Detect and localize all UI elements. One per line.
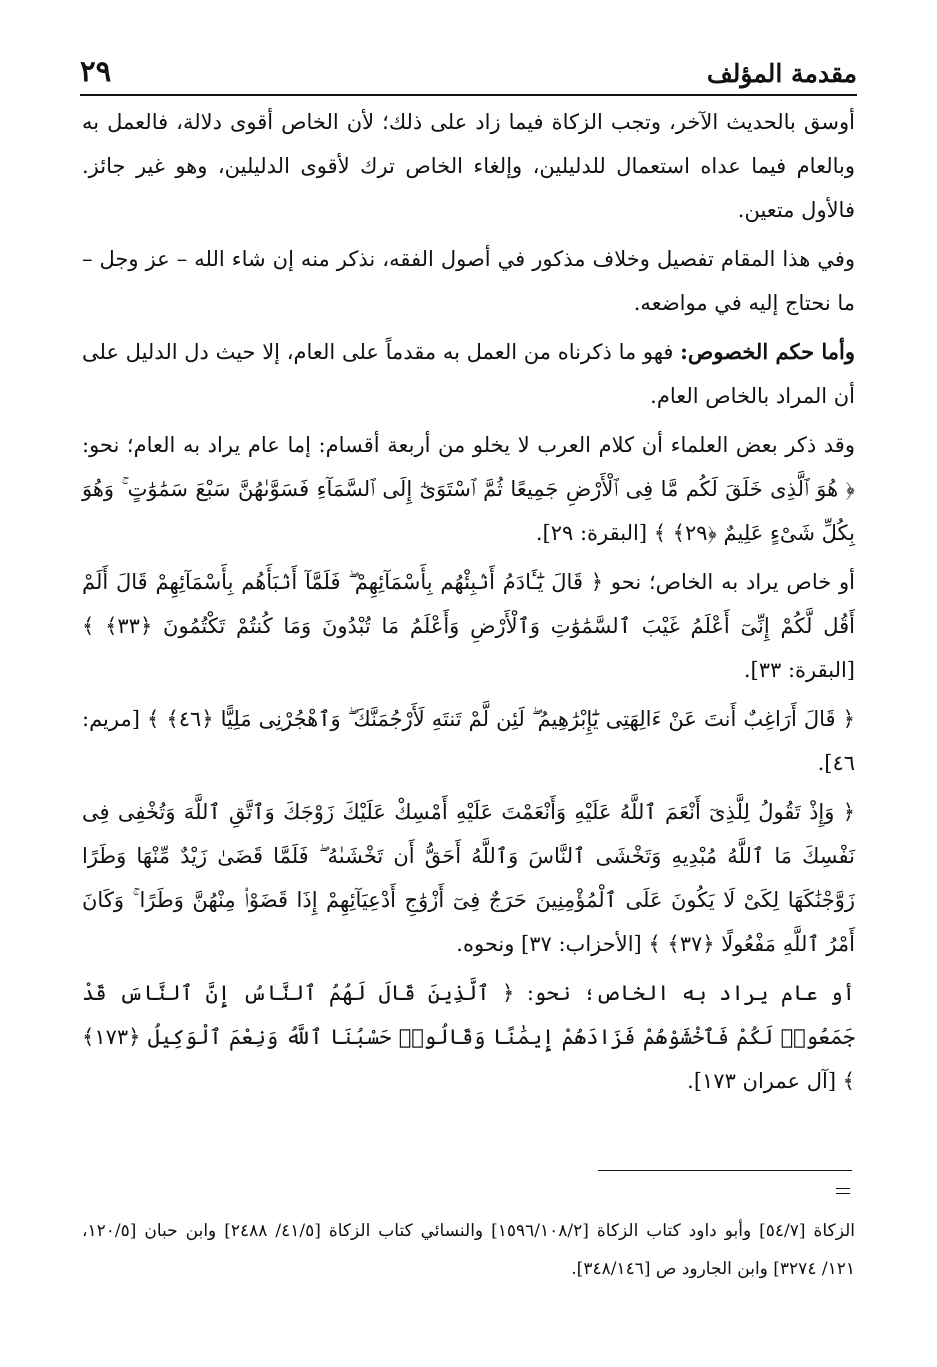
page-header [80,38,857,88]
footnote-rule [598,1170,852,1171]
paragraph-1: أوسق بالحديث الآخر، وتجب الزكاة فيما زاد على ذلك؛ لأن الخاص أقوى دلالة، فالعمل به وبالعام فيما عداه استعمال للدليلين، وإلغاء الخاص ترك لأقوى الدليلين، وهو غير جائز. فالأول متعين. [82,110,855,222]
paragraph-4-quran: وقد ذكر بعض العلماء أن كلام العرب لا يخلو من أربعة أقسام: إما عام يراد به العام؛ نحو: ﴿ هُوَ ٱلَّذِى خَلَقَ لَكُم مَّا فِى ٱلْأَرْضِ جَمِيعًا ثُمَّ ٱسْتَوَىٰٓ إِلَى ٱلسَّمَآءِ فَسَوَّىٰهُنَّ سَبْعَ سَمَٰوَٰتٍ ۚ وَهُوَ بِكُلِّ شَىْءٍ عَلِيمٌ ﴿٢٩﴾ ﴾ [البقرة: ٢٩]. [82,433,855,545]
paragraph-3 [82,330,855,418]
paragraph-5-quran: أو خاص يراد به الخاص؛ نحو ﴿ قَالَ يَٰٓـَٔادَمُ أَنۢبِئْهُم بِأَسْمَآئِهِمْ ۖ فَلَمَّآ أَنۢبَأَهُم بِأَسْمَآئِهِمْ قَالَ أَلَمْ أَقُل لَّكُمْ إِنِّىٓ أَعْلَمُ غَيْبَ ٱلسَّمَٰوَٰتِ وَٱلْأَرْضِ وَأَعْلَمُ مَا تُبْدُونَ وَمَا كُنتُمْ تَكْتُمُونَ ﴿٣٣﴾ ﴾ [البقرة: ٣٣]. [82,570,855,682]
page-number: ٢٩ [80,54,112,88]
running-title: مقدمة المؤلف [706,59,857,88]
paragraph-3-text: فهو ما ذكرناه من العمل به مقدماً على العام، إلا حيث دل الدليل على أن المراد بالخاص العام. [82,340,855,408]
main-text [82,100,855,1108]
paragraph-8-quran: أو عام يراد به الخاص؛ نحو: ﴿ ٱلَّذِينَ قَالَ لَهُمُ ٱلنَّاسُ إِنَّ ٱلنَّاسَ قَدْ جَمَعُوا۟ لَكُمْ فَٱخْشَوْهُمْ فَزَادَهُمْ إِيمَٰنًا وَقَالُوا۟ حَسْبُنَا ٱللَّهُ وَنِعْمَ ٱلْوَكِيلُ ﴿١٧٣﴾ ﴾ [آل عمران ١٧٣]. [82,981,855,1093]
footnote-continuation-mark [836,1188,850,1194]
paragraph-3-lead: وأما حكم الخصوص: [680,339,855,364]
paragraph-7-quran: ﴿ وَإِذْ تَقُولُ لِلَّذِىٓ أَنْعَمَ ٱللَّهُ عَلَيْهِ وَأَنْعَمْتَ عَلَيْهِ أَمْسِكْ عَلَيْكَ زَوْجَكَ وَٱتَّقِ ٱللَّهَ وَتُخْفِى فِى نَفْسِكَ مَا ٱللَّهُ مُبْدِيهِ وَتَخْشَى ٱلنَّاسَ وَٱللَّهُ أَحَقُّ أَن تَخْشَىٰهُ ۖ فَلَمَّا قَضَىٰ زَيْدٌ مِّنْهَا وَطَرًا زَوَّجْنَٰكَهَا لِكَىْ لَا يَكُونَ عَلَى ٱلْمُؤْمِنِينَ حَرَجٌ فِىٓ أَزْوَٰجِ أَدْعِيَآئِهِمْ إِذَا قَضَوْا۟ مِنْهُنَّ وَطَرًا ۚ وَكَانَ أَمْرُ ٱللَّهِ مَفْعُولًا ﴿٣٧﴾ ﴾ [الأحزاب: ٣٧] ونحوه. [82,800,855,956]
footnote: الزكاة [٥٤/٧] وأبو داود كتاب الزكاة [١٥٩٦/١٠٨/٢] والنسائي كتاب الزكاة [٤١/٥/ ٢٤٨٨] وابن حبان [١٢٠/٥، ١٢١/ ٣٢٧٤] وابن الجارود ص [٣٤٨/١٤٦]. [82,1221,855,1279]
header-rule [80,94,857,96]
paragraph-2: وفي هذا المقام تفصيل وخلاف مذكور في أصول الفقه، نذكر منه إن شاء الله – عز وجل – ما نحتاج إليه في مواضعه. [82,247,855,315]
paragraph-6-quran: ﴿ قَالَ أَرَاغِبٌ أَنتَ عَنْ ءَالِهَتِى يَٰٓإِبْرَٰهِيمُ ۖ لَئِن لَّمْ تَنتَهِ لَأَرْجُمَنَّكَ ۖ وَٱهْجُرْنِى مَلِيًّا ﴿٤٦﴾ ﴾ [مريم: ٤٦]. [82,707,855,775]
